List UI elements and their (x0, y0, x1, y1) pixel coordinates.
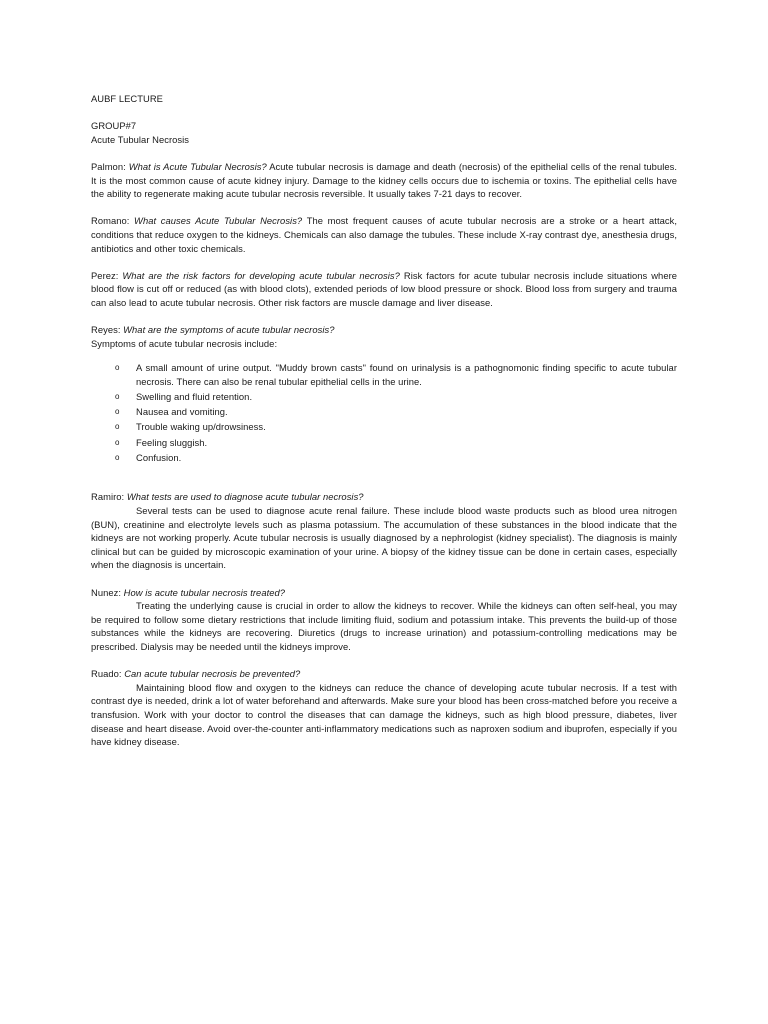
speaker-name: Perez: (91, 269, 119, 281)
topic-label: Acute Tubular Necrosis (91, 133, 190, 145)
speaker-name: Romano: (91, 215, 130, 227)
bullet-icon: o (115, 407, 120, 417)
section-reyes (91, 323, 677, 464)
speaker-name: Reyes: (91, 324, 121, 336)
list-item: o Feeling sluggish. (115, 436, 208, 448)
section-ruado (91, 667, 677, 749)
section-romano (91, 214, 677, 255)
document-title: AUBF LECTURE (91, 93, 163, 104)
speaker-name: Nunez: (91, 586, 122, 598)
section-ramiro (91, 490, 677, 572)
spacer (91, 106, 677, 120)
section-body: Several tests can be used to diagnose acute renal failure. These include blood waste products such as blood urea nitrogen (BUN), creatinine and electrolyte levels such as plasma potassium. The accumulation of these substances in the blood indicate that the kidneys are not working properly. Acute tubular necrosis is usually diagnosed by a nephrologist (kidney specialist). The diagnosis is mainly clinical but can be guided by microscopic examination of your urine. A biopsy of the kidney tissue can be done in certain cases, especially when the diagnosis is uncertain. (91, 505, 677, 571)
section-palmon (91, 160, 677, 201)
section-question: What causes Acute Tubular Necrosis? (134, 215, 303, 227)
symptoms-list (91, 361, 677, 464)
section-body: Acute tubular necrosis is damage and death (necrosis) of the epithelial cells of the renal tubules. It is the most common cause of acute kidney injury. Damage to the kidney cells occurs due to ischemia or toxins. The epithelial cells have the ability to regenerate making acute tubular necrosis reversible. It usually takes 7-21 days to recover. (91, 160, 678, 200)
section-question: What are the symptoms of acute tubular necrosis? (123, 324, 335, 336)
group-label: GROUP#7 (91, 120, 137, 132)
speaker-name: Ramiro: (91, 491, 125, 503)
section-perez (91, 269, 677, 310)
bullet-icon: o (115, 422, 120, 432)
speaker-name: Palmon: (91, 160, 126, 172)
bullet-icon: o (115, 363, 120, 373)
section-question: What tests are used to diagnose acute tubular necrosis? (126, 491, 364, 503)
section-body: Risk factors for acute tubular necrosis include situations where blood flow is cut off or reduced (as with blood clots), extended periods of low blood pressure or shock. Blood loss from surgery and trauma can also lead to acute tubular necrosis. Other risk factors are muscle damage and liver disease. (91, 269, 678, 308)
section-body: Maintaining blood flow and oxygen to the kidneys can reduce the chance of developing acute tubular necrosis. If a test with contrast dye is needed, drink a lot of water beforehand and afterwards. Make sure your blood has been cross-matched before you receive a transfusion. Work with your doctor to control the diseases that can damage the kidneys, such as high blood pressure, diabetes, liver disease and heart disease. Avoid over-the-counter anti-inflammatory medications such as naproxen sodium and ibuprofen, especially if you have kidney disease. (91, 681, 677, 748)
list-item: o Nausea and vomiting. (115, 406, 228, 418)
section-question: What is Acute Tubular Necrosis? (128, 160, 267, 172)
section-nunez (91, 586, 677, 654)
document-body (91, 92, 677, 749)
section-body: The most frequent causes of acute tubular necrosis are a stroke or a heart attack, conditions that reduce oxygen to the kidneys. Chemicals can also damage the tubules. These include X-ray contrast dye, anesthesia drugs, antibiotics and other toxic chemicals. (91, 215, 677, 254)
speaker-name: Ruado: (91, 668, 122, 680)
list-item: o Trouble waking up/drowsiness. (115, 421, 266, 433)
section-question: How is acute tubular necrosis treated? (123, 586, 286, 598)
list-item: o A small amount of urine output. "Muddy brown casts" found on urinalysis is a pathognomonic finding specific to acute tubular necrosis. There can also be renal tubular epithelial cells in the urine. (115, 362, 677, 387)
list-item: o Swelling and fluid retention. (115, 391, 253, 403)
section-question: Can acute tubular necrosis be prevented? (124, 668, 301, 680)
symptoms-intro: Symptoms of acute tubular necrosis include: (91, 337, 278, 349)
section-body: Treating the underlying cause is crucial in order to allow the kidneys to recover. While the kidneys can often self-heal, you may be required to follow some dietary restrictions that include limiting fluid, sodium and potassium intake. This prevents the build-up of those substances while the kidneys are recovering. Diuretics (drugs to increase urination) and potassium-controlling medications may be prescribed. Dialysis may be needed until the kidneys improve. (91, 600, 677, 652)
section-question: What are the risk factors for developing acute tubular necrosis? (122, 269, 400, 281)
bullet-icon: o (115, 452, 120, 462)
bullet-icon: o (115, 437, 120, 447)
bullet-icon: o (115, 392, 120, 402)
list-item: o Confusion. (115, 451, 182, 463)
